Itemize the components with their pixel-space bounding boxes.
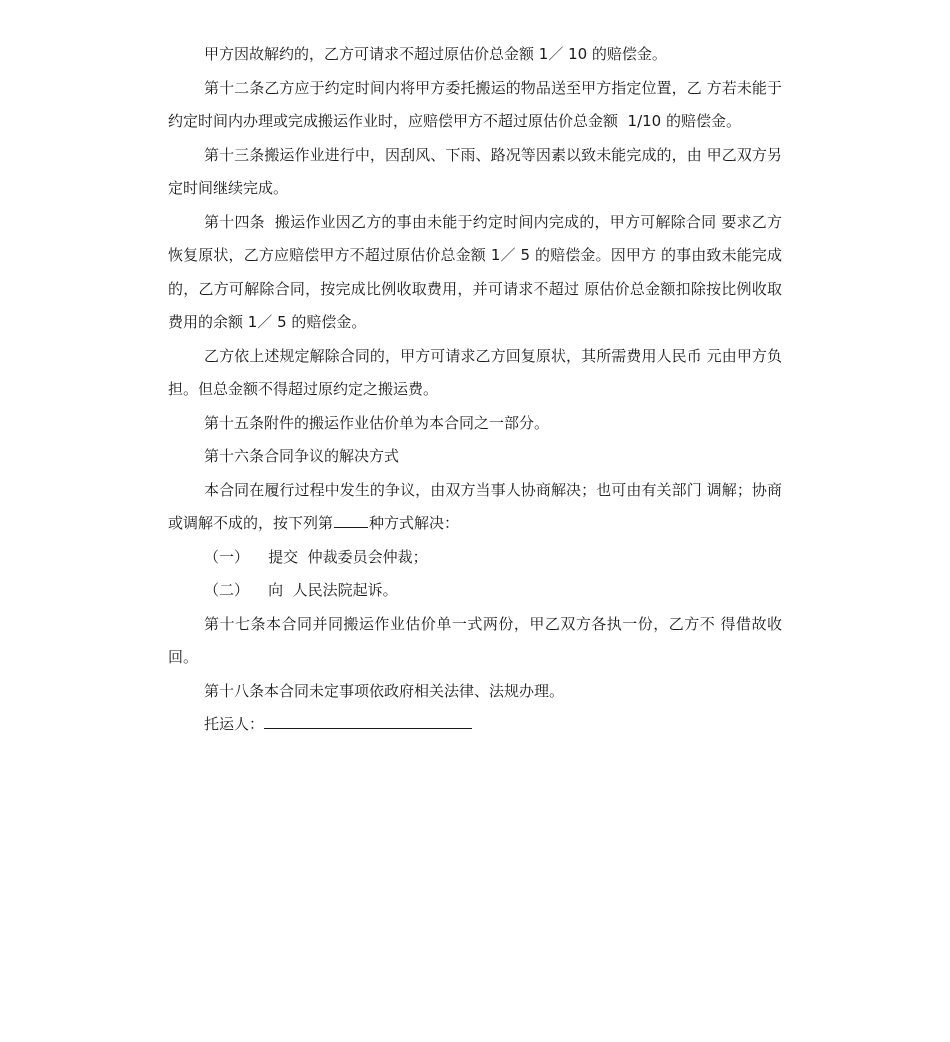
signature-line: [168, 708, 782, 742]
clause-17: 第十七条本合同并同搬运作业估价单一式两份，甲乙双方各执一份，乙方不 得借故收回。: [168, 614, 782, 666]
clause-16-dispute-resolution: [168, 474, 782, 541]
clause-14: 第十四条 搬运作业因乙方的事由未能于约定时间内完成的，甲方可解除合同 要求乙方恢复原状，乙方应赔偿甲方不超过原估价总金额 1／ 5 的赔偿金。因甲方 的事由致未能完成的，乙方可解除合同，按完成比例收取费用，并可请求不超过 原估价总金额扣除按比例收取费用的余额 1／ 5 的赔偿金。: [168, 212, 782, 331]
contract-body: [168, 38, 782, 742]
shipper-signature-blank[interactable]: [264, 712, 472, 729]
clause-15: 第十五条附件的搬运作业估价单为本合同之一部分。: [204, 413, 550, 432]
clause-14-supplement: 乙方依上述规定解除合同的，甲方可请求乙方回复原状，其所需费用人民币 元由甲方负担。但总金额不得超过原约定之搬运费。: [168, 346, 782, 398]
clause-16-heading: 第十六条合同争议的解决方式: [204, 447, 400, 465]
clause-termination-compensation: 甲方因故解约的，乙方可请求不超过原估价总金额 1／ 10 的赔偿金。: [204, 45, 667, 63]
dispute-text-after: 种方式解决：: [369, 514, 460, 532]
clause-13: 第十三条搬运作业进行中，因刮风、下雨、路况等因素以致未能完成的，由 甲乙双方另定时间继续完成。: [168, 145, 782, 197]
clause-18: 第十八条本合同未定事项依政府相关法律、法规办理。: [204, 681, 565, 700]
option-court: （二） 向 人民法院起诉。: [204, 581, 398, 599]
clause-12: 第十二条乙方应于约定时间内将甲方委托搬运的物品送至甲方指定位置，乙 方若未能于约定时间内办理或完成搬运作业时，应赔偿甲方不超过原估价总金额 1/10 的赔偿金。: [168, 78, 782, 130]
shipper-label: 托运人：: [204, 715, 265, 733]
option-arbitration: （一） 提交 仲裁委员会仲裁；: [204, 547, 428, 566]
method-number-blank[interactable]: [334, 511, 368, 528]
dispute-text-before: 本合同在履行过程中发生的争议，由双方当事人协商解决；也可由有关部门 调解；协商或调解不成的，按下列第: [168, 480, 782, 532]
